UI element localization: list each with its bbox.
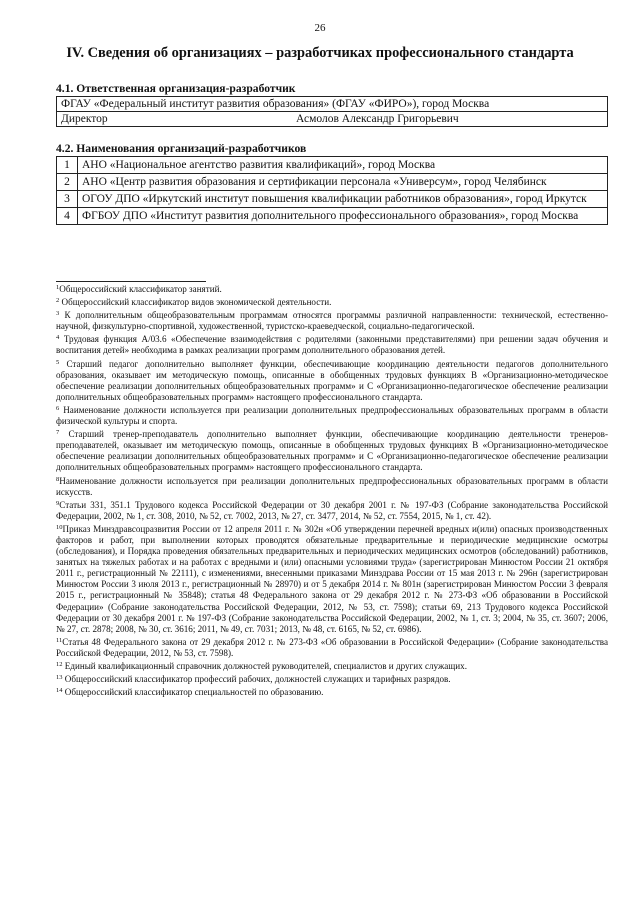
section-heading-developers: 4.2. Наименования организаций-разработчиков	[56, 142, 307, 155]
footnote-mark: 3	[56, 310, 60, 318]
footnote-mark: 14	[56, 687, 63, 695]
footnote	[56, 310, 608, 332]
developer-org-name: АНО «Национальное агентство развития квалификаций», город Москва	[78, 157, 608, 174]
developer-org-name: АНО «Центр развития образования и сертификации персонала «Универсум», город Челябинск	[78, 174, 608, 191]
footnote-mark: 4	[56, 334, 60, 342]
section-title: IV. Сведения об организациях – разработчиках профессионального стандарта	[66, 45, 574, 61]
footnotes	[56, 284, 608, 700]
footnote-mark: 8	[56, 475, 60, 483]
footnote-mark: 9	[56, 499, 60, 507]
footnote	[56, 429, 608, 473]
table-row	[57, 174, 608, 191]
footnote-text: Общероссийский классификатор специальностей по образованию.	[64, 687, 324, 698]
footnote-text: Общероссийский классификатор профессий рабочих, должностей служащих и тарифных разрядов.	[64, 674, 451, 685]
director-position: Директор	[61, 113, 108, 125]
footnote-text: Общероссийский классификатор занятий.	[59, 284, 222, 294]
footnote	[56, 476, 608, 498]
footnote	[56, 284, 608, 295]
footnote-text: Трудовая функция A/03.6 «Обеспечение взаимодействия с родителями (законными представителями) при решении задач обучения и воспитания детей» необходима в рамках реализации программ дополнительного образования детей.	[56, 334, 608, 356]
responsible-org-name: ФГАУ «Федеральный институт развития образования» (ФГАУ «ФИРО»), город Москва	[57, 97, 608, 112]
footnote-mark: 7	[56, 429, 60, 437]
footnote	[56, 359, 608, 403]
footnote-mark: 12	[56, 661, 63, 668]
footnote-divider	[56, 281, 206, 282]
table-row	[57, 97, 608, 112]
footnote-mark: 13	[56, 674, 63, 682]
page-number: 26	[314, 22, 326, 34]
table-row	[57, 157, 608, 174]
table-row	[57, 208, 608, 225]
developer-org-name: ОГОУ ДПО «Иркутский институт повышения квалификации работников образования», город Иркутск	[78, 191, 608, 208]
footnote-text: Общероссийский классификатор видов экономической деятельности.	[61, 297, 332, 308]
footnote	[56, 334, 608, 356]
responsible-org-table	[56, 96, 608, 127]
footnote-text: Статьи 331, 351.1 Трудового кодекса Российской Федерации от 30 декабря 2001 г. № 197-ФЗ (Собрание законодательства Российской Федерации, 2002, № 1, ст. 308, 2010, № 52, ст. 7002, 2013, № 27, ст. 3477, 2014, № 52, ст. 7554, 2015, № 1, ст. 42).	[56, 499, 608, 521]
footnote	[56, 661, 608, 672]
section-heading-responsible: 4.1. Ответственная организация-разработчик	[56, 82, 296, 95]
footnote-mark: 11	[56, 636, 63, 644]
footnote-text: Единый квалификационный справочник должностей руководителей, специалистов и других служащих.	[64, 661, 467, 671]
footnote-text: Старший тренер-преподаватель дополнительно выполняет функции, обеспечивающие координацию деятельности тренеров-преподавателей, оказывает им методическую помощь, описанные в обобщенных трудовых функциях В «Организационно-методическое обеспечение реализации дополнительных общеобразовательных программ» и С «Организационно-педагогическое обеспечение реализации дополнительных общеобразовательных программ» настоящего профессионального стандарта.	[56, 429, 609, 473]
footnote-text: К дополнительным общеобразовательным программам относятся программы различной направленности: технической, естественно-научной, физкультурно-спортивной, художественной, туристско-краеведческой, социально-педагогической.	[56, 310, 608, 332]
footnote	[56, 637, 608, 659]
director-cell	[57, 112, 608, 127]
developers-table	[56, 156, 608, 225]
footnote	[56, 524, 608, 635]
table-row	[57, 191, 608, 208]
footnote-mark: 1	[56, 284, 60, 291]
footnote	[56, 405, 608, 427]
footnote-text: Статья 48 Федерального закона от 29 декабря 2012 г. № 273-ФЗ «Об образовании в Российской Федерации» (Собрание законодательства Российской Федерации, 2012, № 53, ст. 7598).	[56, 636, 608, 658]
footnote	[56, 297, 608, 308]
row-number: 1	[57, 157, 78, 174]
footnote-text: Приказ Минздравсоцразвития России от 12 апреля 2011 г. № 302н «Об утверждении перечней вредных и(или) опасных производственных факторов и работ, при выполнении которых проводятся обязательные предварительные и периодические медицинские осмотры (обследования), и Порядка проведения обязательных предварительных и периодических медицинских осмотров (обследований) работников, занятых на тяжелых работах и на работах с вредными и (или) опасными условиями труда» (зарегистрирован Минюстом России 21 октября 2011 г., регистрационный № 22111), с изменениями, внесенными приказами Минздрава России от 15 мая 2013 г. № 296н (зарегистрирован Минюстом России 3 июля 2013 г., регистрационный № 28970) и от 5 декабря 2014 г. № 801н (зарегистрирован Минюстом России 3 февраля 2015 г., регистрационный № 35848); статья 48 Федерального закона от 29 декабря 2012 г. № 273-ФЗ «Об образовании в Российской Федерации» (Собрание законодательства Российской Федерации, 2012, № 53, ст. 7598); статьи 69, 213 Трудового кодекса Российской Федерации от 30 декабря 2001 г. № 197-ФЗ (Собрание законодательства Российской Федерации, 2002, № 1, ст. 3; 2004, № 35, ст. 3607; 2006, № 27, ст. 2878; 2008, № 30, ст. 3616; 2011, № 49, ст. 7031; 2013, № 48, ст. 6165, № 52, ст. 6986).	[56, 523, 608, 634]
footnote	[56, 687, 608, 698]
footnote-text: Наименование должности используется при реализации дополнительных предпрофессиональных образовательных программ в области физической культуры и спорта.	[56, 404, 608, 427]
footnote-mark: 2	[56, 297, 60, 305]
director-row	[61, 112, 603, 126]
director-name: Асмолов Александр Григорьевич	[296, 113, 459, 125]
developer-org-name: ФГБОУ ДПО «Институт развития дополнительного профессионального образования», город Москва	[78, 208, 608, 225]
footnote-text: Старший педагог дополнительно выполняет функции, обеспечивающие координацию деятельности педагогов дополнительного образования, оказывает им методическую помощь, описанные в обобщенных трудовых функциях В «Организационно-методическое обеспечение реализации дополнительных общеобразовательных программ» и С «Организационно-педагогическое обеспечение реализации дополнительных общеобразовательных программ» настоящего профессионального стандарта.	[56, 358, 609, 402]
row-number: 3	[57, 191, 78, 208]
footnote-text: Наименование должности используется при реализации дополнительных предпрофессиональных образовательных программ в области искусств.	[56, 475, 608, 497]
footnote-mark: 6	[56, 404, 60, 412]
table-row	[57, 112, 608, 127]
row-number: 4	[57, 208, 78, 225]
footnote-mark: 5	[56, 358, 60, 366]
footnote-mark: 10	[56, 523, 63, 531]
footnote	[56, 674, 608, 685]
row-number: 2	[57, 174, 78, 191]
footnote	[56, 500, 608, 522]
